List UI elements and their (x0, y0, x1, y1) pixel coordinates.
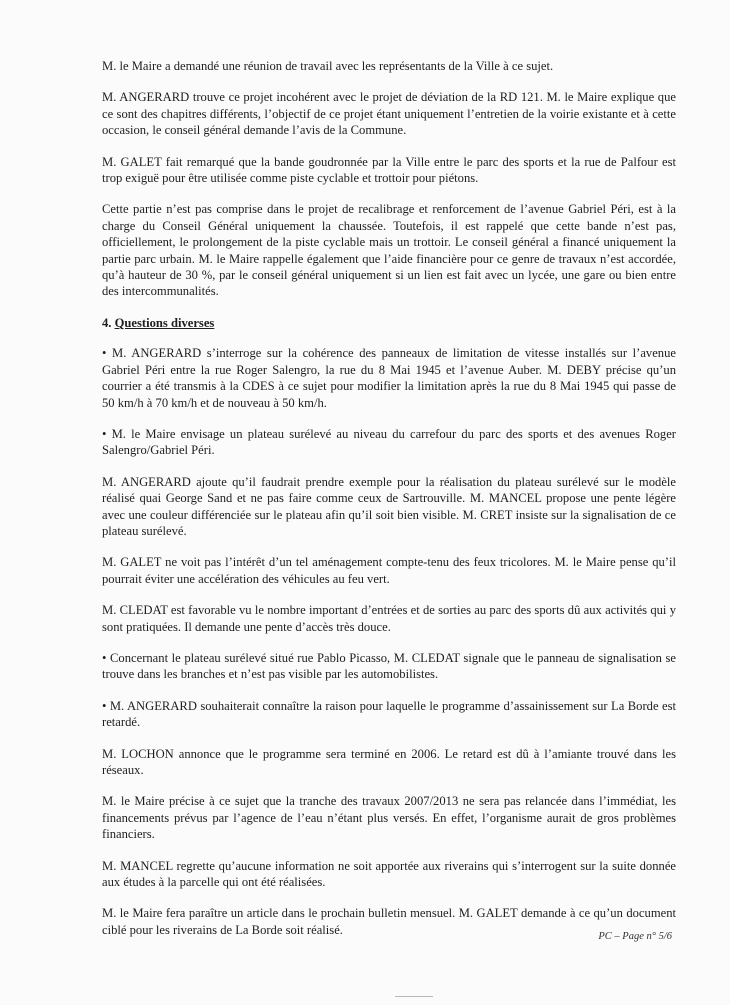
paragraph-12: M. LOCHON annonce que le programme sera terminé en 2006. Le retard est dû à l’amiante trouvé dans les réseaux. (102, 746, 676, 777)
section-title: Questions diverses (114, 315, 215, 330)
paragraph-5: • M. ANGERARD s’interroge sur la cohérence des panneaux de limitation de vitesse installés sur l’avenue Gabriel Péri entre la rue Roger Salengro, la rue du 8 Mai 1945 et l’avenue Auber. M. DEBY précise qu’un courrier a été transmis à la CDES à ce sujet pour modifier la limitation après la rue du 8 Mai 1945 qui passe de 50 km/h à 70 km/h et de nouveau à 50 km/h. (102, 346, 676, 410)
paragraph-13: M. le Maire précise à ce sujet que la tranche des travaux 2007/2013 ne sera pas relancée dans l’immédiat, les financements prévus par l’agence de l’eau n’étant plus versés. En effet, l’organisme aurait de gros problèmes financiers. (102, 794, 676, 842)
paragraph-11: • M. ANGERARD souhaiterait connaître la raison pour laquelle le programme d’assainissement sur La Borde est retardé. (102, 698, 676, 730)
section-heading (102, 315, 676, 331)
paragraph-7: M. ANGERARD ajoute qu’il faudrait prendre exemple pour la réalisation du plateau surélevé sur le modèle réalisé quai George Sand et ne pas faire comme ceux de Sartrouville. M. MANCEL propose une pente légère avec une couleur différenciée sur le plateau afin qu’il soit bien visible. M. CRET insiste sur la signalisation de ce plateau surélevé. (102, 474, 676, 538)
section-number: 4. (102, 315, 112, 330)
page-footer: PC – Page n° 5/6 (598, 931, 672, 942)
paragraph-14: M. MANCEL regrette qu’aucune information ne soit apportée aux riverains qui s’interrogent sur la suite donnée aux études à la parcelle qui ont été réalisées. (102, 858, 676, 890)
paragraph-2: M. ANGERARD trouve ce projet incohérent avec le projet de déviation de la RD 121. M. le Maire explique que ce sont des chapitres différents, l’objectif de ce projet étant uniquement l’entretien de la voirie existante et à cette occasion, le conseil général demande l’avis de la Commune. (102, 90, 676, 138)
scan-mark (395, 996, 433, 997)
paragraph-15: M. le Maire fera paraître un article dans le prochain bulletin mensuel. M. GALET demande à ce qu’un document ciblé pour les riverains de La Borde soit réalisé. (102, 906, 676, 937)
paragraph-1: M. le Maire a demandé une réunion de travail avec les représentants de la Ville à ce sujet. (102, 59, 554, 73)
paragraph-8: M. GALET ne voit pas l’intérêt d’un tel aménagement compte-tenu des feux tricolores. M. le Maire pense qu’il pourrait éviter une accélération des véhicules au feu vert. (102, 555, 676, 586)
paragraph-3: M. GALET fait remarqué que la bande goudronnée par la Ville entre le parc des sports et la rue de Palfour est trop exiguë pour être utilisée comme piste cyclable et trottoir pour piétons. (102, 154, 676, 186)
page-body (102, 58, 676, 953)
paragraph-6: • M. le Maire envisage un plateau surélevé au niveau du carrefour du parc des sports et des avenues Roger Salengro/Gabriel Péri. (102, 426, 676, 458)
paragraph-4: Cette partie n’est pas comprise dans le projet de recalibrage et renforcement de l’avenue Gabriel Péri, est à la charge du Conseil Général uniquement la chaussée. Toutefois, il est rappelé que cette bande n’est pas, officiellement, le prolongement de la piste cyclable mais un trottoir. Le conseil général a financé uniquement la partie parc urbain. M. le Maire rappelle également que l’aide financière pour ce genre de travaux n’est accordée, qu’à hauteur de 30 %, par le conseil général uniquement si un lien est fait avec un lycée, une gare ou bien entre des intercommunalités. (102, 202, 676, 299)
paragraph-10: • Concernant le plateau surélevé situé rue Pablo Picasso, M. CLEDAT signale que le panneau de signalisation se trouve dans les branches et n’est pas visible par les automobilistes. (102, 650, 676, 682)
paragraph-9: M. CLEDAT est favorable vu le nombre important d’entrées et de sorties au parc des sports dû aux activités qui y sont pratiquées. Il demande une pente d’accès très douce. (102, 603, 676, 634)
